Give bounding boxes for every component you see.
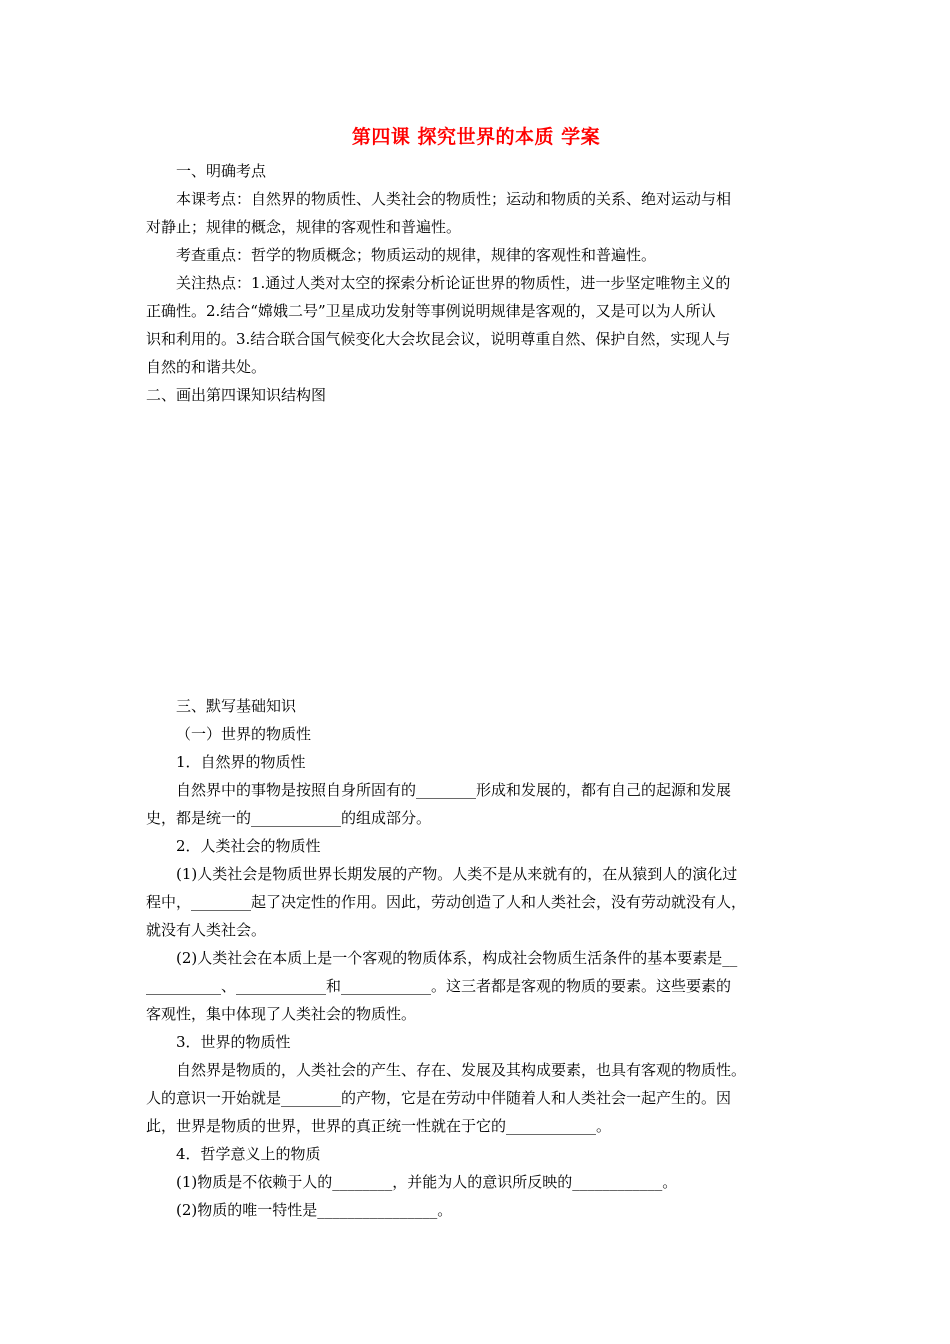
section-heading-1: 一、明确考点 xyxy=(176,162,267,180)
fill-blank-line: 自然界中的事物是按照自身所固有的________形成和发展的，都有自己的起源和发展 xyxy=(176,781,732,799)
fill-blank-line: 程中，________起了决定性的作用。因此，劳动创造了人和人类社会，没有劳动就没有人， xyxy=(146,893,747,911)
subsection-heading: （一）世界的物质性 xyxy=(176,725,312,743)
item-heading: 4．哲学意义上的物质 xyxy=(176,1145,321,1163)
paragraph-line: 关注热点：1.通过人类对太空的探索分析论证世界的物质性，进一步坚定唯物主义的 xyxy=(176,274,731,292)
paragraph-line: 正确性。2.结合“嫦娥二号”卫星成功发射等事例说明规律是客观的，又是可以为人所认 xyxy=(146,302,716,320)
fill-blank-line: (2)物质的唯一特性是________________。 xyxy=(176,1201,453,1219)
paragraph-line: (1)人类社会是物质世界长期发展的产物。人类不是从来就有的，在从猿到人的演化过 xyxy=(176,865,738,883)
paragraph-line: 考查重点：哲学的物质概念；物质运动的规律，规律的客观性和普遍性。 xyxy=(176,246,657,264)
paragraph-line: 识和利用的。3.结合联合国气候变化大会坎昆会议，说明尊重自然、保护自然，实现人与 xyxy=(146,330,731,348)
item-heading: 1．自然界的物质性 xyxy=(176,753,306,771)
fill-blank-line: 人的意识一开始就是________的产物，它是在劳动中伴随着人和人类社会一起产生的。因 xyxy=(146,1089,732,1107)
fill-blank-line: (2)人类社会在本质上是一个客观的物质体系，构成社会物质生活条件的基本要素是__ xyxy=(176,949,738,967)
paragraph-line: 自然的和谐共处。 xyxy=(146,358,267,376)
page-title: 第四课 探究世界的本质 学案 xyxy=(351,126,601,148)
fill-blank-line: 史，都是统一的____________的组成部分。 xyxy=(146,809,432,827)
paragraph-line: 客观性，集中体现了人类社会的物质性。 xyxy=(146,1005,417,1023)
fill-blank-line: (1)物质是不依赖于人的________，并能为人的意识所反映的____________。 xyxy=(176,1173,678,1191)
paragraph-line: 对静止；规律的概念，规律的客观性和普遍性。 xyxy=(146,218,462,236)
item-heading: 3．世界的物质性 xyxy=(176,1033,291,1051)
item-heading: 2．人类社会的物质性 xyxy=(176,837,321,855)
paragraph-line: 自然界是物质的，人类社会的产生、存在、发展及其构成要素，也具有客观的物质性。 xyxy=(176,1061,747,1079)
paragraph-line: 就没有人类社会。 xyxy=(146,921,267,939)
section-heading-2: 二、画出第四课知识结构图 xyxy=(146,386,327,404)
section-heading-3: 三、默写基础知识 xyxy=(176,697,297,715)
fill-blank-line: 此，世界是物质的世界，世界的真正统一性就在于它的____________。 xyxy=(146,1117,612,1135)
paragraph-line: 本课考点：自然界的物质性、人类社会的物质性；运动和物质的关系、绝对运动与相 xyxy=(176,190,732,208)
fill-blank-line: __________、____________和____________。这三者都是客观的物质的要素。这些要素的 xyxy=(146,977,732,995)
